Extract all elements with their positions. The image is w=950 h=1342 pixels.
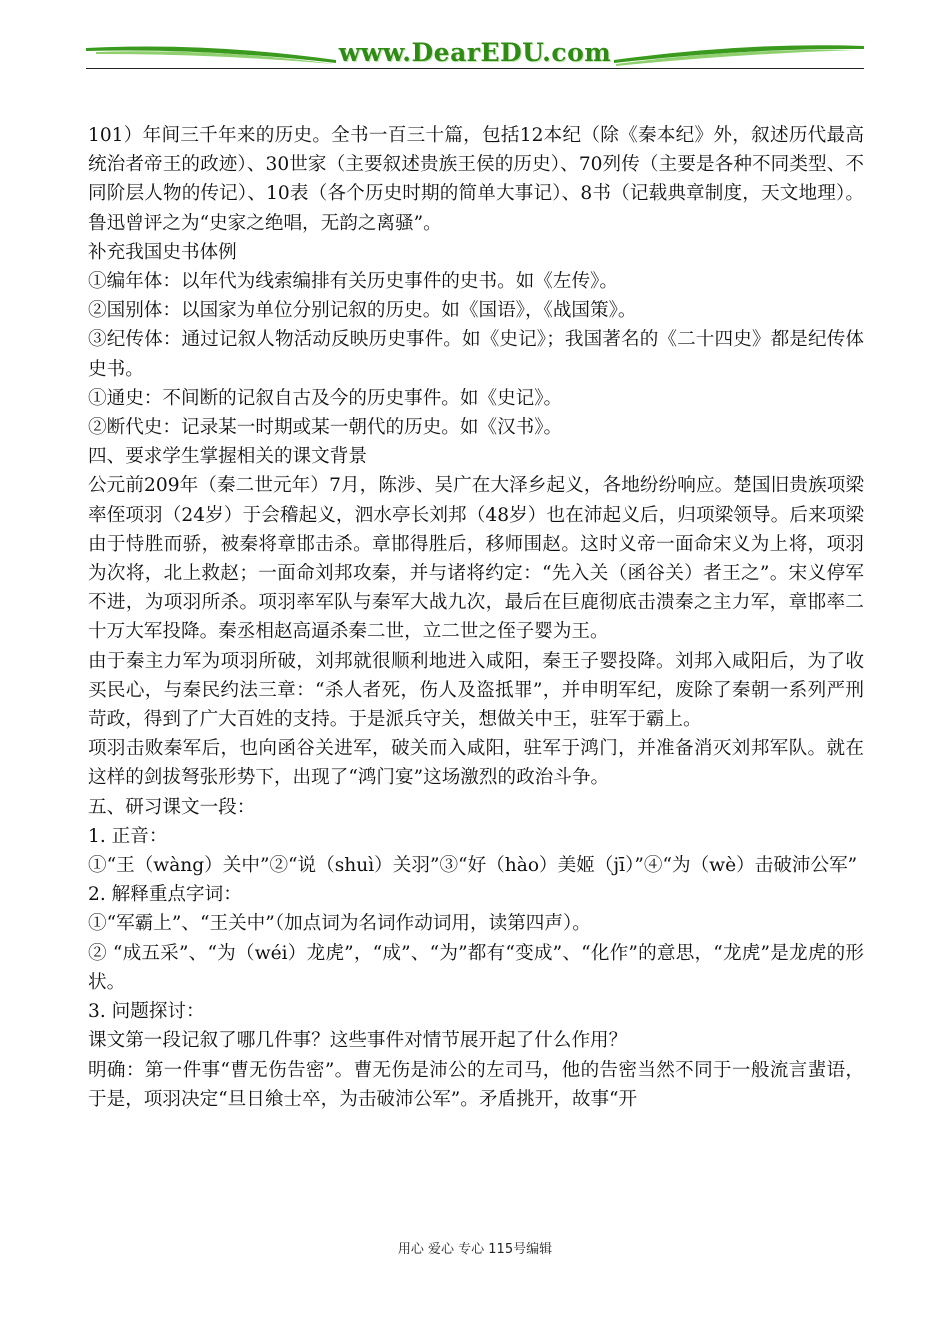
list-item: ①通史：不间断的记叙自古及今的历史事件。如《史记》。 bbox=[88, 387, 563, 409]
section-heading: 四、要求学生掌握相关的课文背景 bbox=[88, 446, 367, 468]
paragraph: 101）年间三千年来的历史。全书一百三十篇，包括12本纪（除《秦本纪》外，叙述历代最高统治者帝王的政迹）、30世家（主要叙述贵族王侯的历史）、70列传（主要是各种不同类型、不同阶层人物的传记）、10表（各个历史时期的简单大事记）、8书（记载典章制度，天文地理）。鲁迅曾评之为“史家之绝唱，无韵之离骚”。 bbox=[88, 125, 864, 234]
list-item: ② “成五采”、“为（wéi）龙虎”，“成”、“为”都有“变成”、“化作”的意思，“龙虎”是龙虎的形状。 bbox=[88, 942, 864, 993]
header-divider bbox=[86, 68, 864, 69]
paragraph: 项羽击败秦军后，也向函谷关进军，破关而入咸阳，驻军于鸿门，并准备消灭刘邦军队。就在这样的剑拔弩张形势下，出现了“鸿门宴”这场激烈的政治斗争。 bbox=[88, 738, 864, 789]
section-heading: 补充我国史书体例 bbox=[88, 241, 237, 263]
site-logo-text: www.DearEDU.com bbox=[338, 38, 612, 67]
list-item: ①编年体：以年代为线索编排有关历史事件的史书。如《左传》。 bbox=[88, 271, 618, 293]
paragraph: 课文第一段记叙了哪几件事？这些事件对情节展开起了什么作用？ bbox=[88, 1030, 628, 1052]
list-item: ①“王（wàng）关中”②“说（shuì）关羽”③“好（hào）美姬（jī）”④“为（wè）击破沛公军” bbox=[88, 855, 858, 877]
subheading: 1. 正音： bbox=[88, 825, 168, 847]
list-item: ②断代史：记录某一时期或某一朝代的历史。如《汉书》。 bbox=[88, 417, 563, 439]
subheading: 2. 解释重点字词： bbox=[88, 884, 242, 906]
list-item: ③纪传体：通过记叙人物活动反映历史事件。如《史记》；我国著名的《二十四史》都是纪传体史书。 bbox=[88, 329, 864, 380]
page-footer: 用心 爱心 专心 115号编辑 bbox=[397, 1242, 553, 1257]
list-item: ②国别体：以国家为单位分别记叙的历史。如《国语》，《战国策》。 bbox=[88, 300, 637, 322]
list-item: ①“军霸上”、“王关中”（加点词为名词作动词用，读第四声）。 bbox=[88, 913, 591, 935]
section-heading: 五、研习课文一段： bbox=[88, 796, 256, 818]
paragraph: 公元前209年（秦二世元年）7月，陈涉、吴广在大泽乡起义，各地纷纷响应。楚国旧贵族项梁率侄项羽（24岁）于会稽起义，泗水亭长刘邦（48岁）也在沛起义后，归项梁领导。后来项梁由于恃胜而骄，被秦将章邯击杀。章邯得胜后，移师围赵。这时义帝一面命宋义为上将，项羽为次将，北上救赵；一面命刘邦攻秦，并与诸将约定：“先入关（函谷关）者王之”。宋义停军不进，为项羽所杀。项羽率军队与秦军大战九次，最后在巨鹿彻底击溃秦之主力军，章邯率二十万大军投降。秦丞相赵高逼杀秦二世，立二世之侄子婴为王。 bbox=[88, 475, 864, 643]
subheading: 3. 问题探讨： bbox=[88, 1001, 205, 1023]
paragraph: 由于秦主力军为项羽所破，刘邦就很顺利地进入咸阳，秦王子婴投降。刘邦入咸阳后，为了收买民心，与秦民约法三章：“杀人者死，伤人及盗抵罪”，并申明军纪，废除了秦朝一系列严刑苛政，得到了广大百姓的支持。于是派兵守关，想做关中王，驻军于霸上。 bbox=[88, 650, 864, 731]
site-header bbox=[86, 36, 864, 72]
document-body bbox=[88, 121, 864, 1114]
paragraph: 明确：第一件事“曹无伤告密”。曹无伤是沛公的左司马，他的告密当然不同于一般流言蜚语，于是，项羽决定“旦日飨士卒，为击破沛公军”。矛盾挑开，故事“开 bbox=[88, 1059, 864, 1110]
